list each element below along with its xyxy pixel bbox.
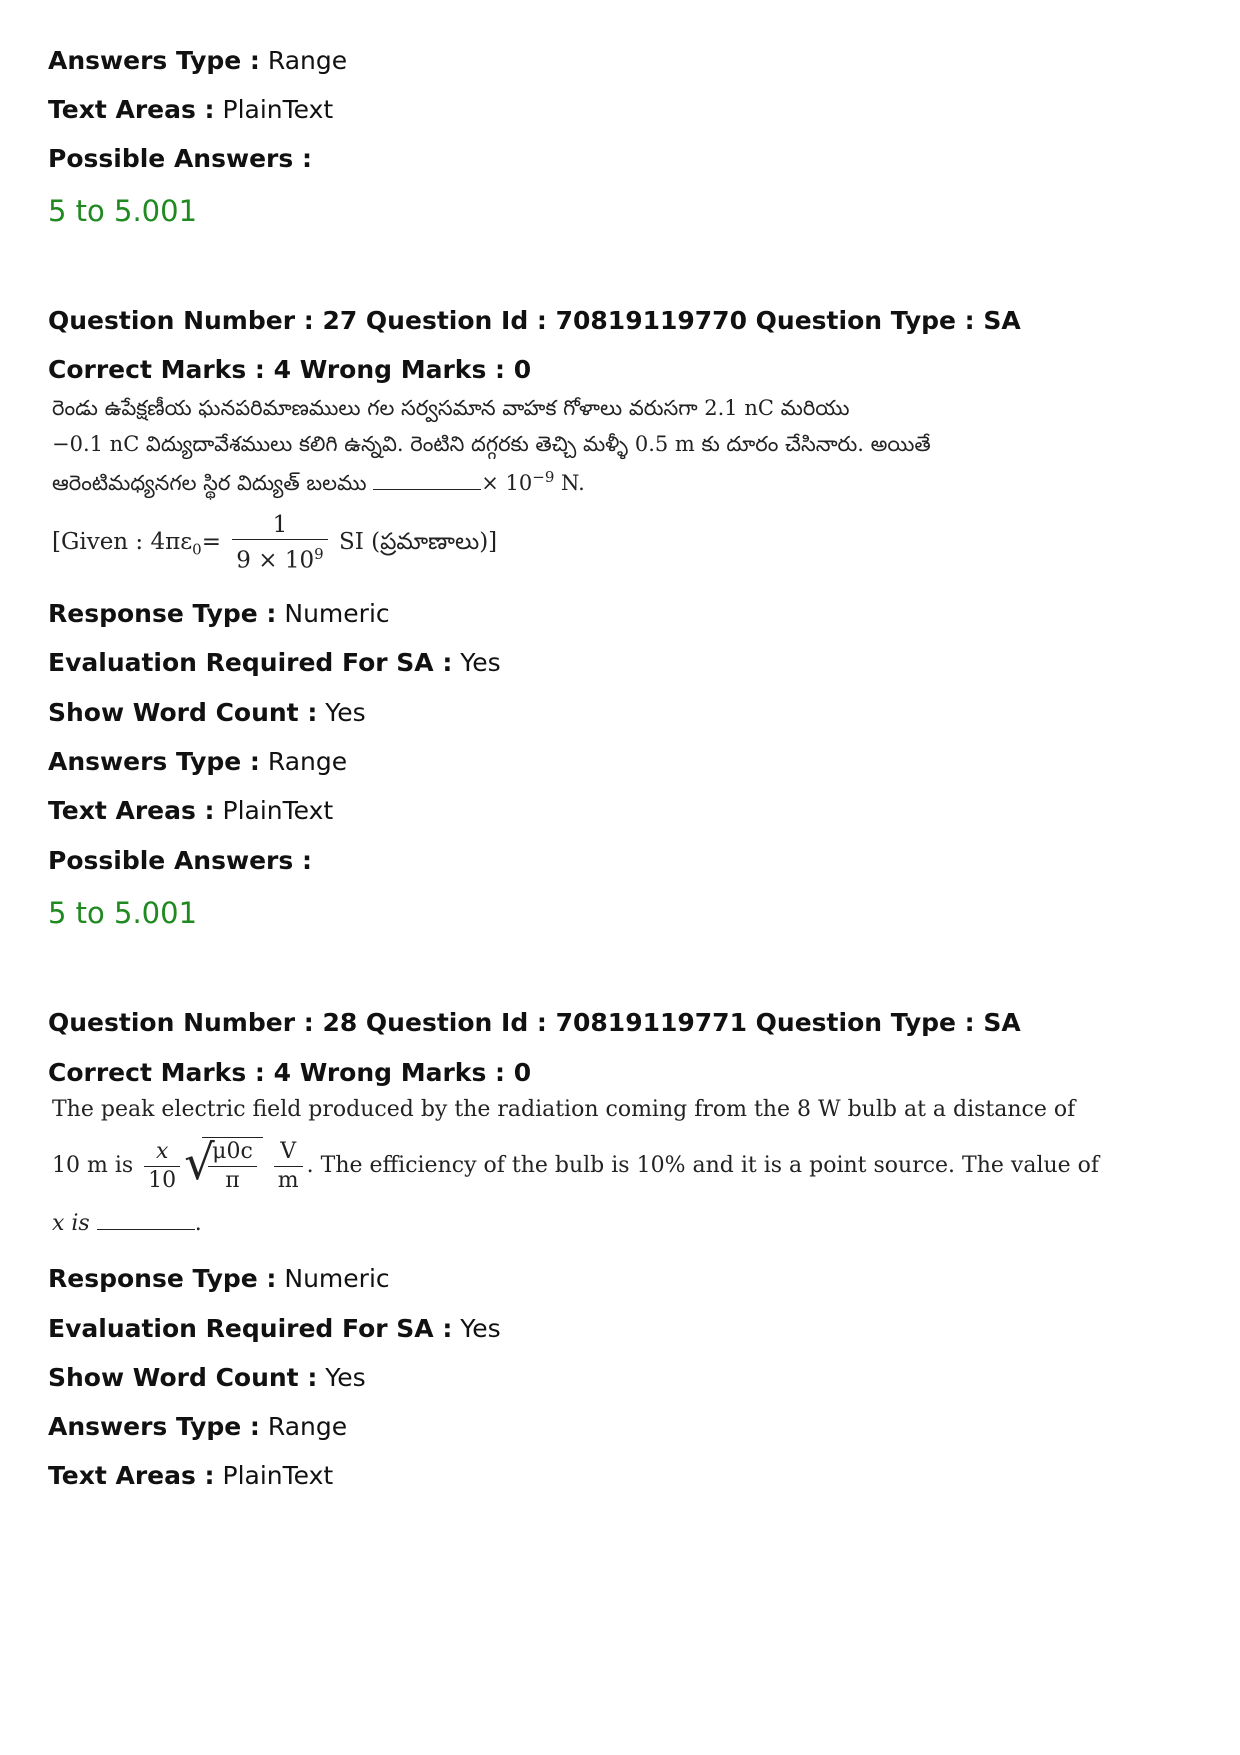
answers-type-label: Answers Type : — [48, 46, 260, 75]
q27-answers-type: Answers Type : Range — [48, 747, 348, 776]
q28-evaluation-required: Evaluation Required For SA : Yes — [48, 1314, 501, 1343]
given-fraction: $\frac{1}{9 \times 10^9}$ — [232, 511, 327, 575]
possible-answers-label: Possible Answers : — [48, 144, 312, 173]
q28-text-line-1: The peak electric field produced by the radiation coming from the 8 W bulb at a distance of — [52, 1097, 1076, 1122]
q27-given-formula: [Given : $4\pi\varepsilon_0=$ $\frac{1}{9 \times 10^9}$ SI (ప్రమాణాలు)] — [52, 512, 498, 574]
question-27-marks: Correct Marks : 4 Wrong Marks : 0 — [48, 355, 532, 384]
answers-type-row — [48, 46, 347, 76]
text-areas-row — [48, 95, 333, 125]
q28-show-word-count: Show Word Count : Yes — [48, 1363, 366, 1392]
answer-blank — [373, 469, 481, 490]
q28-text-areas: Text Areas : PlainText — [48, 1461, 334, 1490]
q28-response-type: Response Type : Numeric — [48, 1264, 390, 1293]
question-28-text — [52, 1097, 1100, 1247]
question-27-header: Question Number : 27 Question Id : 70819119770 Question Type : SA — [48, 306, 1021, 335]
q28-text-line-2: 10 m is $\frac{x}{10}$ √ $\frac{\mu 0c}{\pi}$ $\frac{V}{m}$ . The efficiency of the bulb is 10% and it is a point source. The value of — [52, 1135, 1100, 1193]
text-areas-label: Text Areas : — [48, 95, 215, 124]
q27-response-type: Response Type : Numeric — [48, 599, 390, 628]
answer-blank — [97, 1209, 195, 1230]
question-28-marks: Correct Marks : 4 Wrong Marks : 0 — [48, 1058, 532, 1087]
text-areas-value: PlainText — [214, 95, 334, 124]
q27-answer-value: 5 to 5.001 — [48, 896, 198, 930]
q28-text-line-3: x is . — [52, 1211, 202, 1236]
question-27-text — [52, 396, 952, 586]
q27-text-areas: Text Areas : PlainText — [48, 796, 334, 825]
question-28-header: Question Number : 28 Question Id : 70819119771 Question Type : SA — [48, 1008, 1021, 1037]
sqrt-expression: √ $\frac{\mu 0c}{\pi}$ — [184, 1137, 263, 1195]
q27-text-line-2: −0.1 nC విద్యుదావేశములు కలిగి ఉన్నవి. రెంటిని దగ్గరకు తెచ్చి మళ్ళీ 0.5 m కు దూరం చేసినారు. అయితే — [52, 432, 931, 456]
q27-show-word-count: Show Word Count : Yes — [48, 698, 366, 727]
q27-text-line-3: ఆరెంటిమధ్యనగల స్థిర విద్యుత్ బలము × $10^{-9}$ N. — [52, 468, 585, 495]
q28-answers-type: Answers Type : Range — [48, 1412, 348, 1441]
answers-type-value: Range — [259, 46, 348, 75]
units-fraction: $\frac{V}{m}$ — [274, 1138, 303, 1195]
x-over-10-fraction: $\frac{x}{10}$ — [144, 1138, 180, 1195]
possible-answer-value: 5 to 5.001 — [48, 194, 198, 228]
q27-text-line-1: రెండు ఉపేక్షణీయ ఘనపరిమాణములు గల సర్వసమాన వాహక గోళాలు వరుసగా 2.1 nC మరియు — [52, 396, 850, 420]
possible-answers-row — [48, 144, 312, 174]
q27-evaluation-required: Evaluation Required For SA : Yes — [48, 648, 501, 677]
q27-possible-answers: Possible Answers : — [48, 846, 312, 875]
